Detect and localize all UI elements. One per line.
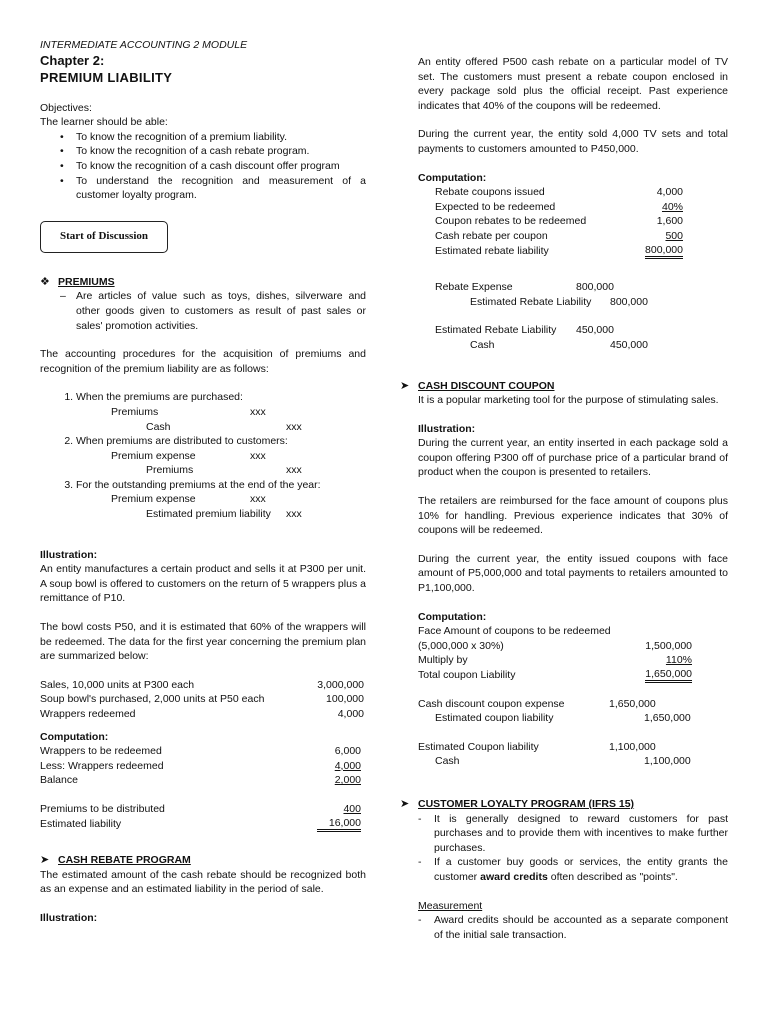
start-discussion-button[interactable]: Start of Discussion <box>40 221 168 253</box>
chapter-label: Chapter 2: <box>40 52 105 68</box>
table-row: Coupon rebates to be redeemed 1,600 <box>435 215 683 228</box>
rebate-illustration-text: An entity offered P500 cash rebate on a particular model of TV set. The customers must present a rebate coupon enclosed in every package sold plus the official receipt. Past experience indicates that 40% of the coupons will be redeemed. <box>418 56 728 112</box>
procedure-step: 3. For the outstanding premiums at the end of the year: Premium expense xxx Estimated premium liability xxx <box>76 478 366 522</box>
arrow-bullet-icon: ➤ <box>400 797 410 810</box>
table-row: Multiply by 110% <box>418 654 692 667</box>
illustration-text: The bowl costs P50, and it is estimated that 60% of the wrappers will be redeemed. The data for the first year concerning the premium plan are summarized below: <box>40 621 366 663</box>
cash-discount-heading: ➤ CASH DISCOUNT COUPON <box>400 379 555 392</box>
premium-liability-table <box>40 802 366 831</box>
objectives-intro: The learner should be able: <box>40 116 168 129</box>
right-column <box>400 55 728 942</box>
illustration-text: An entity manufactures a certain product and sells it at P300 per unit. A soup bowl is offered to customers on the return of 5 wrappers plus a remittance of P10. <box>40 563 366 605</box>
measurement-heading: Measurement <box>418 899 483 912</box>
table-row: Cash rebate per coupon 500 <box>435 229 683 242</box>
loyalty-bullet: - It is generally designed to reward customers for past purchases and to provide them with incentives to make further purchases. <box>418 812 728 854</box>
objective-item: • To know the recognition of a premium liability. <box>76 130 366 145</box>
objective-item: • To know the recognition of a cash discount offer program <box>76 159 366 174</box>
table-row: Expected to be redeemed 40% <box>435 200 683 213</box>
rebate-journal-entry: Rebate Expense 800,000 Estimated Rebate Liability 800,000 <box>435 281 648 308</box>
table-row: (5,000,000 x 30%) 1,500,000 <box>418 639 692 652</box>
discount-journal-entry: Cash discount coupon expense 1,650,000 Estimated coupon liability 1,650,000 <box>418 697 691 725</box>
table-row: Estimated liability 16,000 <box>40 816 361 830</box>
objectives-list <box>40 130 366 203</box>
procedure-step: 2. When premiums are distributed to customers: Premium expense xxx Premiums xxx <box>76 434 366 478</box>
table-row: Wrappers redeemed 4,000 <box>40 708 364 720</box>
table-row: Balance 2,000 <box>40 774 361 787</box>
discount-illustration-text: During the current year, the entity issued coupons with face amount of P5,000,000 and total payments to retailers amounted to P1,100,000. <box>418 552 728 595</box>
premiums-heading: ❖ PREMIUMS <box>40 275 115 288</box>
cash-rebate-heading: ➤ CASH REBATE PROGRAM <box>40 854 191 867</box>
premiums-definition: – Are articles of value such as toys, dishes, silverware and other goods given to customers as result of past sales or sales' promotion activities. <box>60 290 366 332</box>
premium-computation-table <box>40 744 366 788</box>
loyalty-heading: ➤ CUSTOMER LOYALTY PROGRAM (IFRS 15) <box>400 797 635 810</box>
procedures-intro: The accounting procedures for the acquisition of premiums and recognition of the premium liability are as follows: <box>40 348 366 375</box>
arrow-bullet-icon: ➤ <box>40 854 50 867</box>
discount-journal-entry: Estimated Coupon liability 1,100,000 Cash 1,100,000 <box>418 740 691 768</box>
table-row: Sales, 10,000 units at P300 each 3,000,000 <box>40 678 364 691</box>
rebate-journal-entry: Estimated Rebate Liability 450,000 Cash 450,000 <box>435 324 648 351</box>
discount-illustration-text: During the current year, an entity inserted in each package sold a coupon offering P300 off of purchase price of a particular brand of product when the coupon is presented to retailers. <box>418 437 728 479</box>
computation-heading: Computation: <box>418 171 487 184</box>
rebate-illustration-text: During the current year, the entity sold 4,000 TV sets and total payments to customers amounted to P450,000. <box>418 128 728 155</box>
discount-comp-line: Face Amount of coupons to be redeemed <box>418 625 611 638</box>
module-title: INTERMEDIATE ACCOUNTING 2 MODULE <box>40 39 248 51</box>
discount-illustration-text: The retailers are reimbursed for the face amount of coupons plus 10% for handling. Previous experience indicates that 30% of coupons will be redeemed. <box>418 495 728 537</box>
diamond-bullet-icon: ❖ <box>40 275 50 288</box>
cash-rebate-text: The estimated amount of the cash rebate should be recognized both as an expense and an estimated liability in the period of sale. <box>40 868 366 896</box>
table-row: Total coupon Liability 1,650,000 <box>418 668 692 681</box>
table-row: Soup bowl's purchased, 2,000 units at P50 each 100,000 <box>40 693 364 706</box>
computation-heading: Computation: <box>418 610 487 623</box>
objective-item: • To understand the recognition and measurement of a customer loyalty program. <box>76 174 366 203</box>
rebate-computation-table <box>418 185 728 258</box>
procedure-step: 1. When the premiums are purchased: Premiums xxx Cash xxx <box>76 390 366 434</box>
table-row: Wrappers to be redeemed 6,000 <box>40 745 361 758</box>
procedure-steps <box>40 390 366 521</box>
discount-computation-table <box>418 639 728 683</box>
arrow-bullet-icon: ➤ <box>400 379 410 392</box>
premium-data-table <box>40 678 366 722</box>
computation-heading: Computation: <box>40 730 109 743</box>
table-row: Less: Wrappers redeemed 4,000 <box>40 759 361 772</box>
illustration-heading: Illustration: <box>418 422 476 435</box>
table-row: Estimated rebate liability 800,000 <box>435 243 683 257</box>
left-column <box>40 38 366 926</box>
objective-item: • To know the recognition of a cash rebate program. <box>76 144 366 159</box>
page-title: PREMIUM LIABILITY <box>40 69 173 85</box>
measurement-bullet: - Award credits should be accounted as a separate component of the initial sale transaction. <box>418 914 728 941</box>
table-row: Premiums to be distributed 400 <box>40 802 361 815</box>
table-row: Rebate coupons issued 4,000 <box>435 186 683 199</box>
illustration-heading: Illustration: <box>40 911 98 924</box>
loyalty-bullet: - If a customer buy goods or services, the entity grants the customer award credits often described as "points". <box>418 856 728 883</box>
cash-discount-text: It is a popular marketing tool for the purpose of stimulating sales. <box>418 394 719 407</box>
objectives-heading: Objectives: <box>40 101 92 114</box>
illustration-heading: Illustration: <box>40 548 98 561</box>
